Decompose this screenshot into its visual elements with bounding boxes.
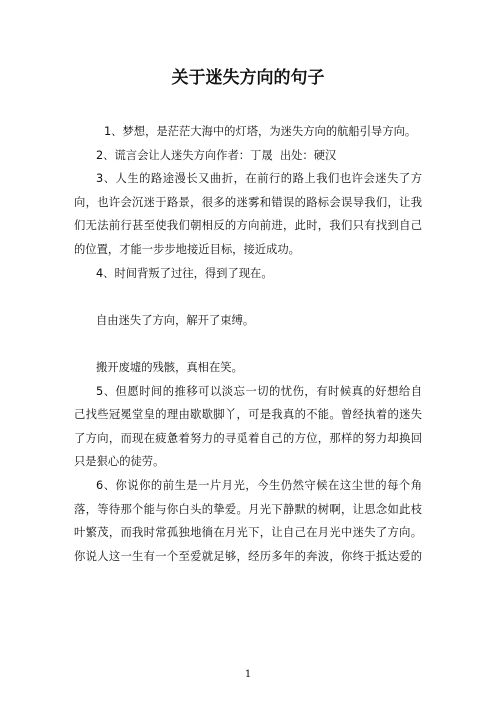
blank-line [74,285,422,309]
text-line: 的位置，才能一步步地接近目标，接近成功。 [74,242,300,256]
page-number: 1 [244,669,252,680]
text-line: 你说人这一生有一个至爱就足够，经历多年的奔波，你终于抵达爱的 [74,549,422,563]
text-line: 了方向，而现在疲惫着努力的寻觅着自己的方位，那样的努力却换回 [74,431,422,445]
text-line: 6、你说你的前生是一片月光，今生仍然守候在这尘世的每个角 [96,478,422,492]
document-body [74,120,422,568]
text-line: 5、但愿时间的推移可以淡忘一切的忧伤，有时候真的好想给自 [96,384,422,398]
text-line: 自由迷失了方向，解开了束缚。 [96,313,255,327]
text-line: 落，等待那个能与你白头的挚爱。月光下静默的树啊，让思念如此枝 [74,502,422,516]
text-line: 们无法前行甚至使我们朝相反的方向前进，此时，我们只有找到自己 [74,219,422,233]
text-line: 1、梦想，是茫茫大海中的灯塔，为迷失方向的航船引导方向。 [104,125,417,138]
text-line: 己找些冠冕堂皇的理由歇歇脚丫，可是我真的不能。曾经执着的迷失 [74,408,422,422]
text-line: 3、人生的路途漫长又曲折，在前行的路上我们也许会迷失了方 [96,172,422,186]
text-line: 搬开废墟的残骸，真相在笑。 [96,360,243,374]
text-line: 4、时间背叛了过往，得到了现在。 [96,266,273,280]
text-line: 2、谎言会让人迷失方向作者：丁晟 出处：硬汉 [96,148,337,162]
text-line: 叶繁茂，而我时常孤独地徜在月光下，让自己在月光中迷失了方向。 [74,526,422,540]
text-line: 向，也许会沉迷于路景，很多的迷雾和错误的路标会误导我们，让我 [74,195,422,209]
blank-line [74,332,422,356]
page-title: 关于迷失方向的句子 [171,68,325,88]
text-line: 只是狠心的徒劳。 [74,455,165,469]
